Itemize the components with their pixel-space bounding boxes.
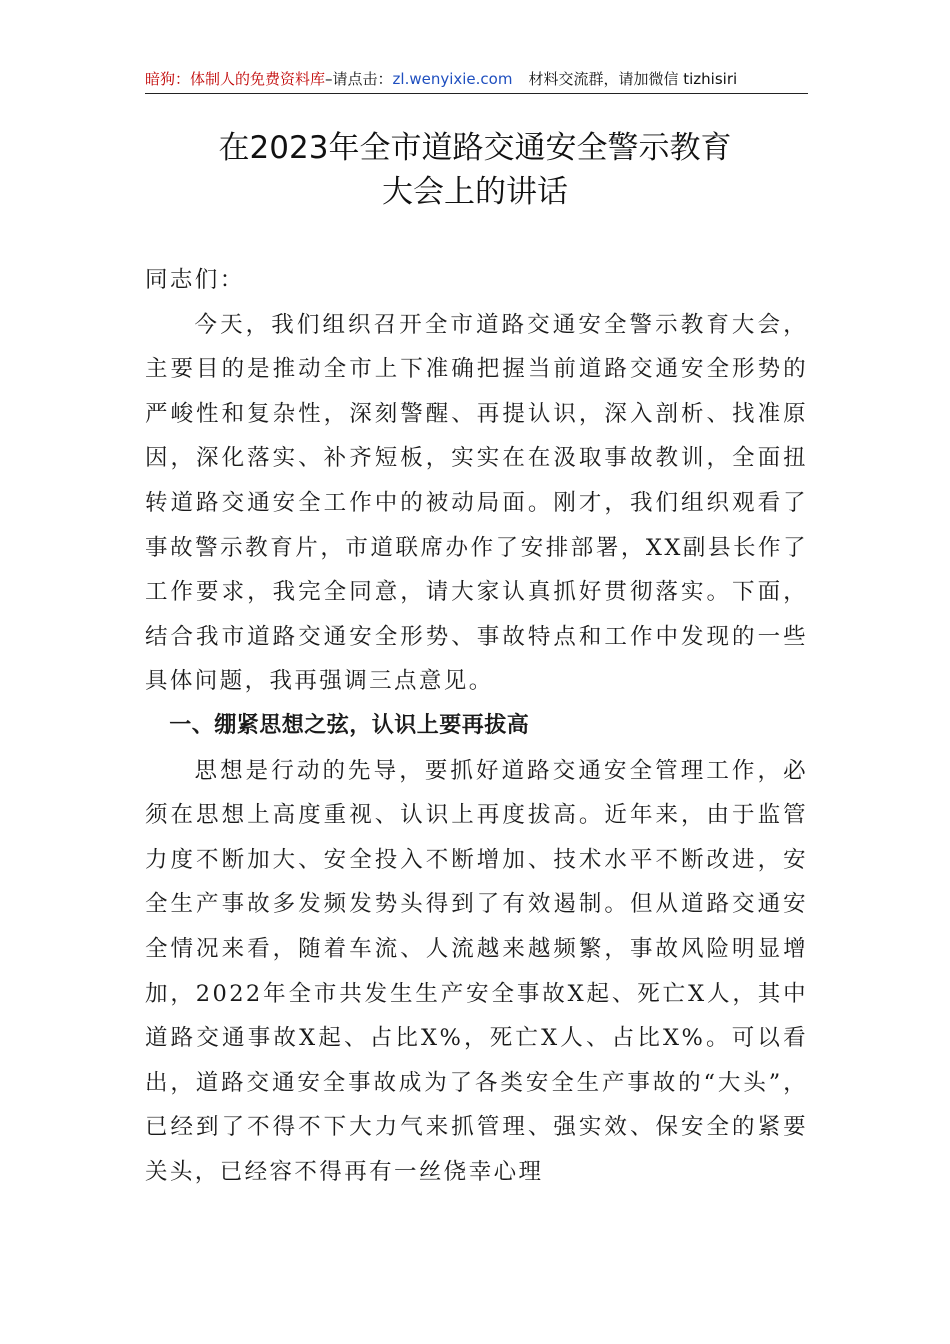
document-title bbox=[120, 126, 830, 214]
salutation: 同志们： bbox=[145, 267, 245, 293]
header-click-label: –请点击： bbox=[325, 70, 393, 88]
section-heading-1: 一、绷紧思想之弦，认识上要再拔高 bbox=[169, 712, 530, 738]
page-header bbox=[145, 68, 808, 94]
document-body bbox=[145, 258, 808, 1194]
paragraph-section-1: 思想是行动的先导，要抓好道路交通安全管理工作，必须在思想上高度重视、认识上再度拔高。近年来，由于监管力度不断加大、安全投入不断增加、技术水平不断改进，安全生产事故多发频发势头得到了有效遏制。但从道路交通安全情况来看，随着车流、人流越来越频繁，事故风险明显增加，2022年全市共发生生产安全事故X起、死亡X人，其中道路交通事故X起、占比X%，死亡X人、占比X%。可以看出，道路交通安全事故成为了各类安全生产事故的“大头”，已经到了不得不下大力气来抓管理、强实效、保安全的紧要关头，已经容不得再有一丝侥幸心理 bbox=[145, 757, 808, 1185]
paragraph-intro: 今天，我们组织召开全市道路交通安全警示教育大会，主要目的是推动全市上下准确把握当前道路交通安全形势的严峻性和复杂性，深刻警醒、再提认识，深入剖析、找准原因，深化落实、补齐短板，实实在在汲取事故教训，全面扭转道路交通安全工作中的被动局面。刚才，我们组织观看了事故警示教育片，市道联席办作了安排部署，XX副县长作了工作要求，我完全同意，请大家认真抓好贯彻落实。下面，结合我市道路交通安全形势、事故特点和工作中发现的一些具体问题，我再强调三点意见。 bbox=[145, 311, 808, 695]
title-line-2: 大会上的讲话 bbox=[382, 174, 568, 210]
title-line-1: 在2023年全市道路交通安全警示教育 bbox=[218, 130, 732, 166]
header-url-link[interactable]: zl.wenyixie.com bbox=[392, 70, 513, 88]
header-wechat-note: 材料交流群，请加微信 tizhisiri bbox=[528, 70, 738, 88]
header-divider bbox=[145, 93, 808, 94]
header-site-name: 暗狗：体制人的免费资料库 bbox=[145, 70, 326, 88]
